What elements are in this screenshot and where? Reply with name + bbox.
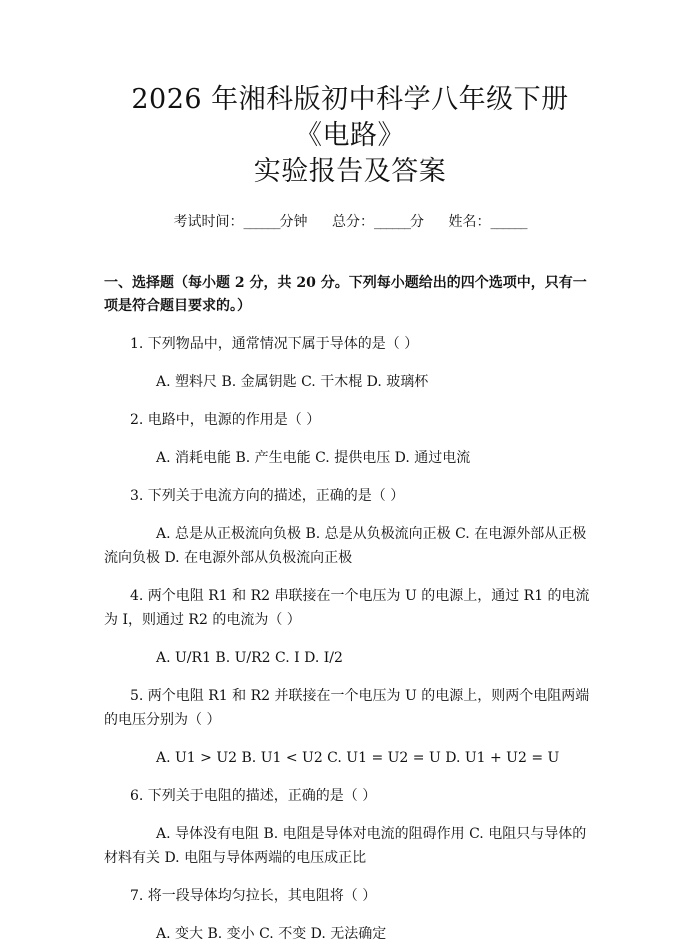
student-name-blank: ______ <box>490 214 527 230</box>
title-line-1: 2026 年湘科版初中科学八年级下册《电路》 <box>131 84 569 151</box>
exam-meta <box>104 212 596 232</box>
total-score-label: 总分： <box>332 214 374 230</box>
question-5-stem: 5. 两个电阻 R1 和 R2 并联接在一个电压为 U 的电源上，则两个电阻两端的电压分别为（ ） <box>104 688 590 728</box>
exam-time-blank: ______ <box>243 214 280 230</box>
question-2-options: A. 消耗电能 B. 产生电能 C. 提供电压 D. 通过电流 <box>156 450 471 466</box>
question-3-stem: 3. 下列关于电流方向的描述，正确的是（ ） <box>130 488 405 504</box>
question-4-stem: 4. 两个电阻 R1 和 R2 串联接在一个电压为 U 的电源上，通过 R1 的电流为 I，则通过 R2 的电流为（ ） <box>104 588 590 628</box>
question-7-stem: 7. 将一段导体均匀拉长，其电阻将（ ） <box>130 888 377 904</box>
question-6-options: A. 导体没有电阻 B. 电阻是导体对电流的阻碍作用 C. 电阻只与导体的材料有关 D. 电阻与导体两端的电压成正比 <box>104 826 587 866</box>
question-1-stem: 1. 下列物品中，通常情况下属于导体的是（ ） <box>130 336 419 352</box>
total-score-unit: 分 <box>410 214 424 230</box>
total-score-field <box>332 214 424 230</box>
question-2-stem: 2. 电路中，电源的作用是（ ） <box>130 412 321 428</box>
page-title <box>104 0 596 190</box>
question-6-stem: 6. 下列关于电阻的描述，正确的是（ ） <box>130 788 377 804</box>
question-list <box>104 332 596 946</box>
question-4-options: A. U/R1 B. U/R2 C. I D. I/2 <box>156 650 343 666</box>
student-name-field <box>448 214 526 230</box>
exam-time-field <box>174 214 308 230</box>
total-score-blank: ______ <box>374 214 410 230</box>
student-name-label: 姓名： <box>448 214 491 230</box>
question-5-options: A. U1 > U2 B. U1 < U2 C. U1 = U2 = U D. U1 + U2 = U <box>156 750 560 766</box>
title-line-2: 实验报告及答案 <box>253 156 447 187</box>
exam-time-unit: 分钟 <box>279 214 308 230</box>
question-1-options: A. 塑料尺 B. 金属钥匙 C. 干木棍 D. 玻璃杯 <box>156 374 429 390</box>
exam-time-label: 考试时间： <box>173 214 244 230</box>
section-heading-multiple-choice: 一、选择题（每小题 2 分，共 20 分。下列每小题给出的四个选项中，只有一项是符合题目要求的。） <box>104 275 587 314</box>
question-3-options: A. 总是从正极流向负极 B. 总是从负极流向正极 C. 在电源外部从正极流向负极 D. 在电源外部从负极流向正极 <box>104 526 587 566</box>
question-7-options: A. 变大 B. 变小 C. 不变 D. 无法确定 <box>156 926 387 942</box>
